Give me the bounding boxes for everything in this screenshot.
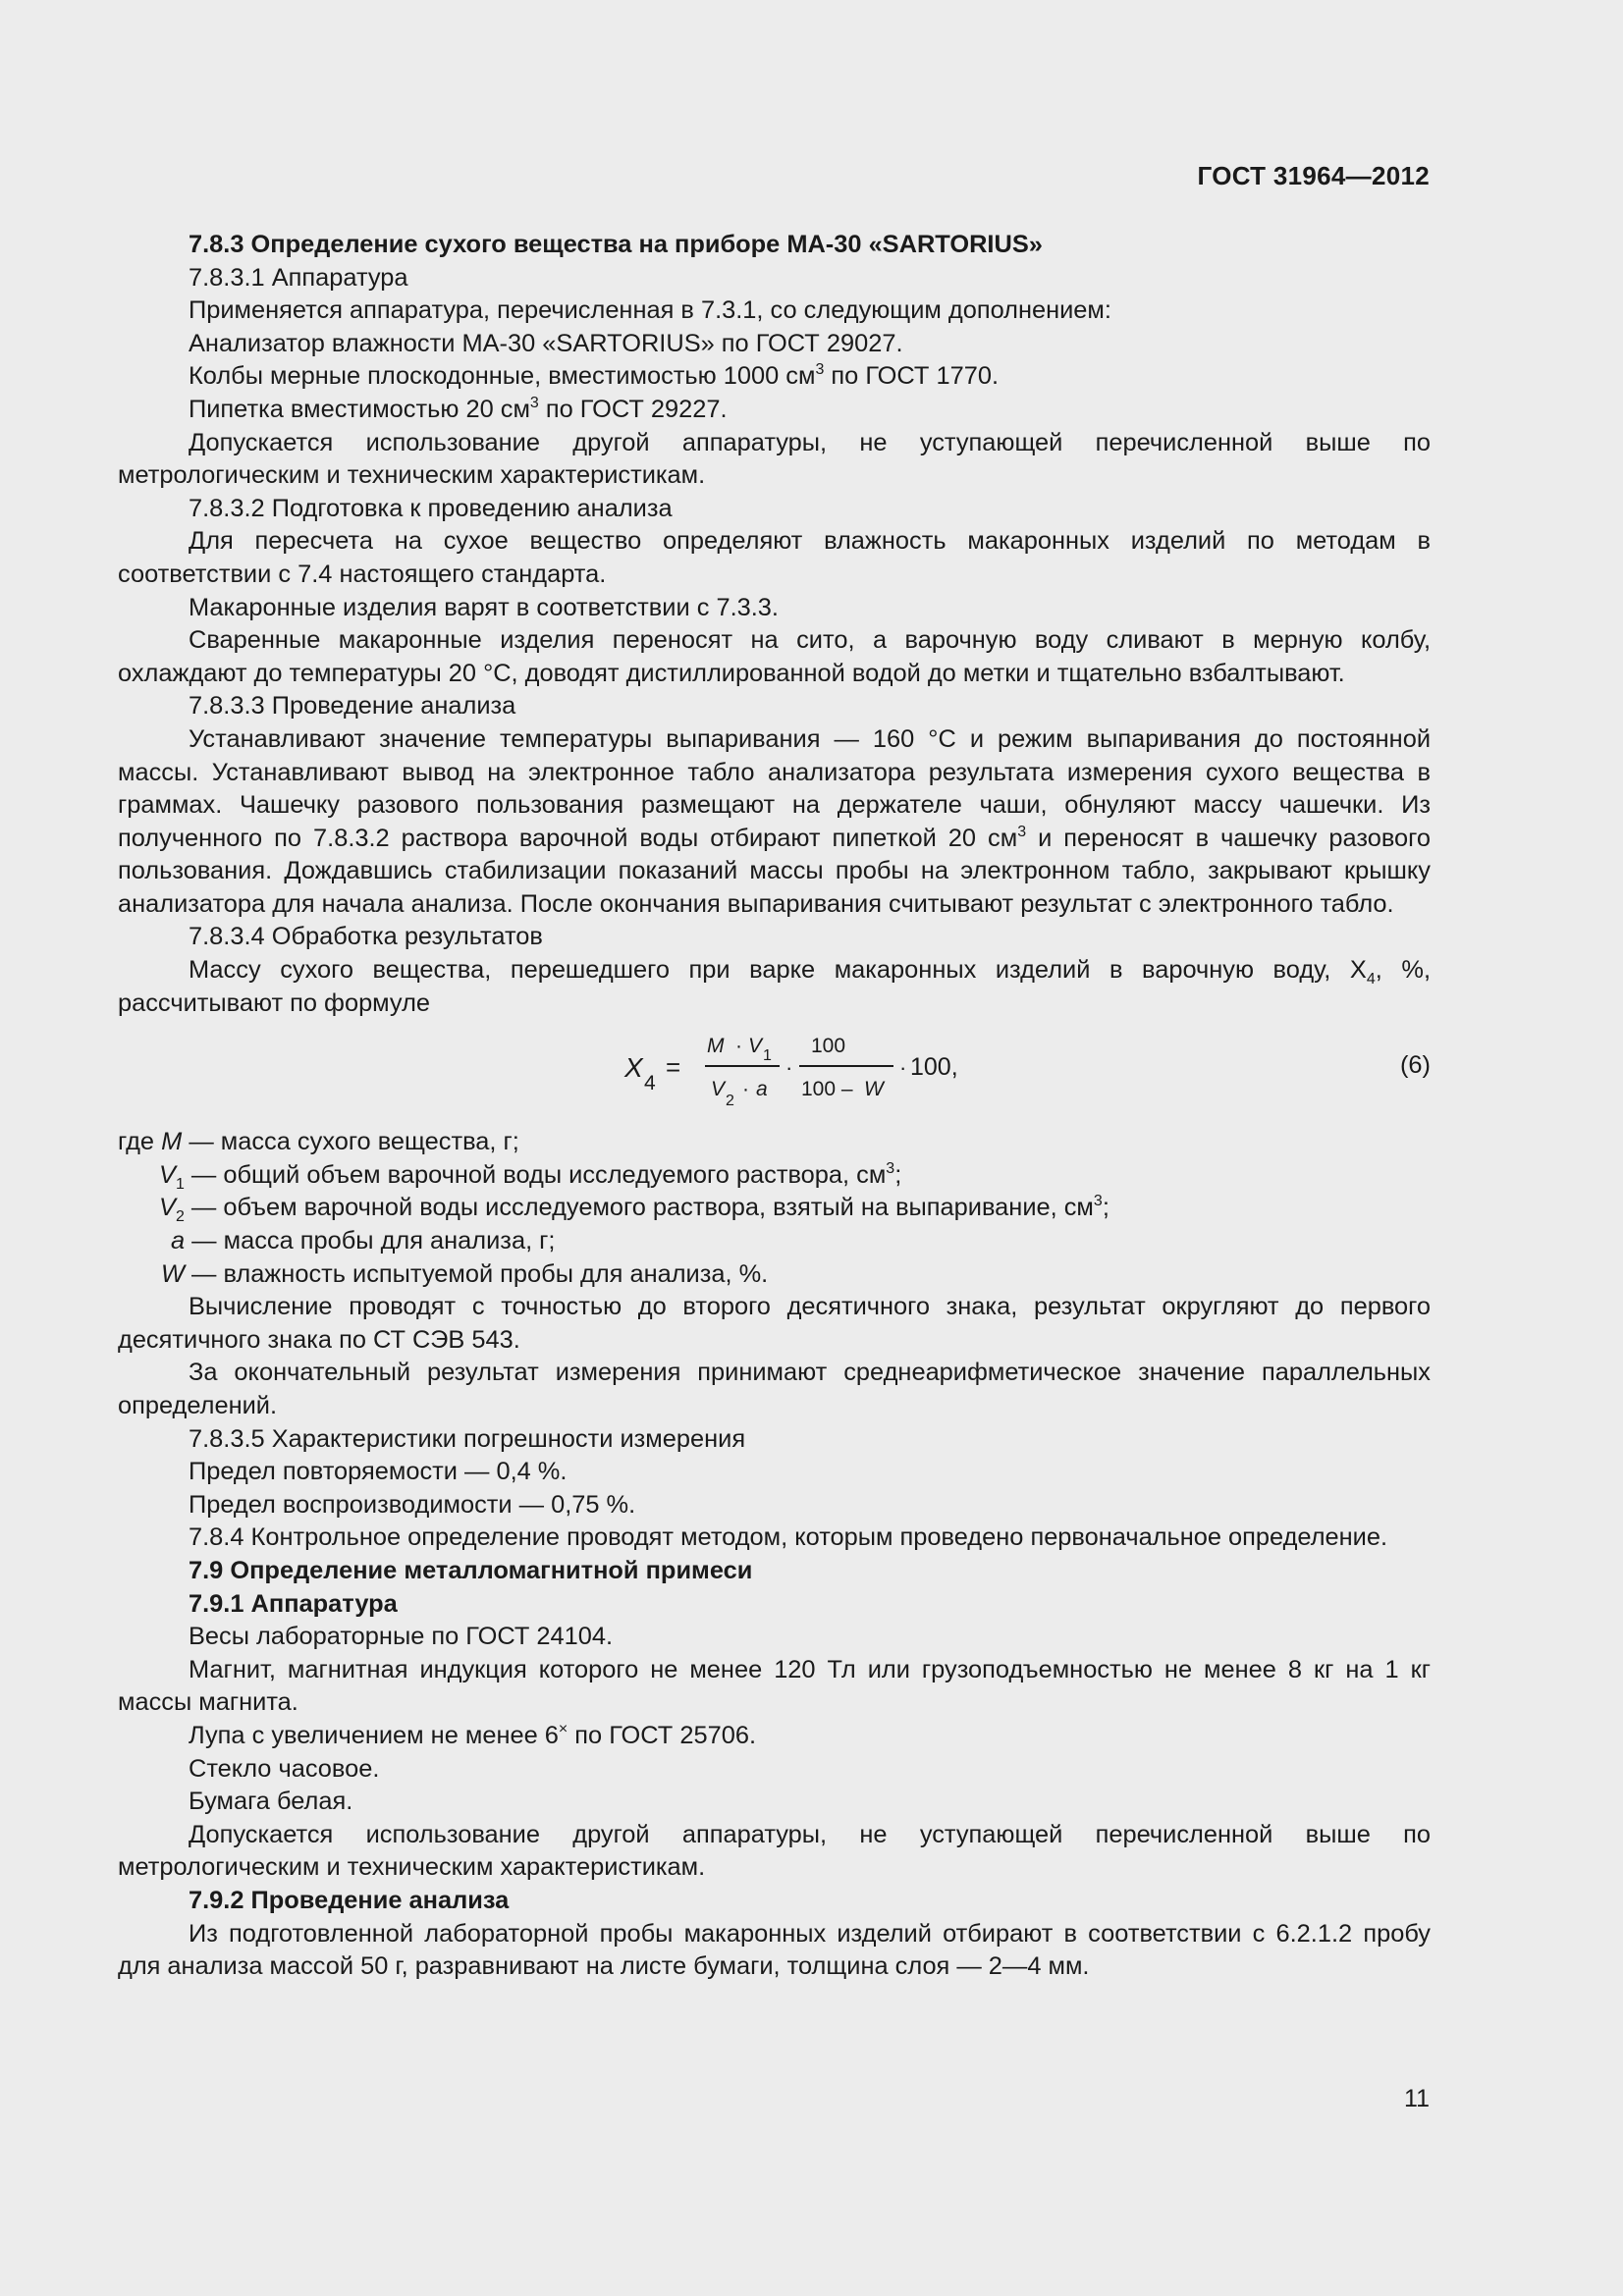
definition-line xyxy=(118,1260,768,1288)
fraction-bar xyxy=(705,1065,780,1067)
subsection-heading: 7.8.3.3 Проведение анализа xyxy=(189,692,516,721)
subscript: 2 xyxy=(175,1208,185,1226)
formula-num1-sub: 1 xyxy=(763,1047,772,1065)
subscript: 4 xyxy=(1366,971,1376,988)
paragraph: Для пересчета на сухое вещество определяют влажность макаронных изделий по методам в соответствии с 7.4 настоящего стандарта. xyxy=(118,527,1431,588)
formula-tail: 100, xyxy=(910,1053,958,1082)
subsection-heading: 7.9.2 Проведение анализа xyxy=(189,1886,510,1914)
text: по ГОСТ 1770. xyxy=(824,362,1000,391)
definition-text: — масса пробы для анализа, г; xyxy=(185,1227,556,1255)
superscript: × xyxy=(558,1720,568,1737)
subsection-heading: 7.8.3.5 Характеристики погрешности измерения xyxy=(189,1424,746,1453)
superscript: 3 xyxy=(815,361,825,379)
paragraph: Весы лабораторные по ГОСТ 24104. xyxy=(189,1623,614,1651)
section-heading-7-9: 7.9 Определение металломагнитной примеси xyxy=(189,1556,753,1584)
paragraph xyxy=(118,954,1431,1020)
definition-text: — влажность испытуемой пробы для анализа, %. xyxy=(184,1259,769,1288)
text: Массу сухого вещества, перешедшего при варке макаронных изделий в варочную воду, Х xyxy=(189,956,1367,985)
formula-den1-v: V xyxy=(711,1078,726,1101)
paragraph: Допускается использование другой аппаратуры, не уступающей перечисленной выше по метрологическим и техническим характеристикам. xyxy=(118,1820,1431,1882)
fraction-bar xyxy=(799,1065,893,1067)
subsection-heading: 7.9.1 Аппаратура xyxy=(189,1589,398,1618)
paragraph: Предел повторяемости — 0,4 %. xyxy=(189,1458,568,1486)
superscript: 3 xyxy=(886,1159,895,1177)
definition-row xyxy=(118,1192,1431,1225)
formula-num2: 100 xyxy=(811,1035,846,1058)
text: Устанавливают значение температуры выпаривания — 160 °С и режим выпаривания до постоянной массы. Устанавливают вывод на электронное табло анализатора результата измерения сухого вещества в граммах. Чашечку разового пользования размещают на держателе чаши, обнуляют массу чашечки. Из полученного по 7.8.3.2 раствора варочной воды отбирают пипеткой 20 см xyxy=(118,724,1431,852)
definition-text: — масса сухого вещества, г; xyxy=(182,1128,519,1156)
formula-den1-a: a xyxy=(756,1078,768,1101)
paragraph: Сваренные макаронные изделия переносят на сито, а варочную воду сливают в мерную колбу, охлаждают до температуры 20 °С, доводят дистиллированной водой до метки и тщательно взбалтывают. xyxy=(118,626,1431,687)
definition-row xyxy=(118,1159,1431,1193)
document-code: ГОСТ 31964—2012 xyxy=(1197,161,1430,190)
paragraph xyxy=(118,360,1431,394)
paragraph: Стекло часовое. xyxy=(189,1754,380,1783)
text: Колбы мерные плоскодонные, вместимостью 1000 см xyxy=(189,362,816,391)
definition-text: — объем варочной воды исследуемого раствора, взятый на выпаривание, см xyxy=(184,1194,1094,1222)
formula-lhs: X xyxy=(624,1052,643,1084)
definition-row xyxy=(118,1225,1431,1258)
formula-num1-m: M xyxy=(707,1035,725,1058)
formula-6 xyxy=(118,1020,1431,1126)
text: , %, рассчитывают по формуле xyxy=(118,956,1431,1017)
page-content xyxy=(118,229,1431,1984)
formula-num1-v: V xyxy=(748,1035,763,1058)
paragraph: Анализатор влажности МА-30 «SARTORIUS» по ГОСТ 29027. xyxy=(189,329,903,357)
paragraph: Макаронные изделия варят в соответствии с 7.3.3. xyxy=(189,593,779,621)
paragraph: Предел воспроизводимости — 0,75 %. xyxy=(189,1490,636,1519)
formula-lhs-subscript: 4 xyxy=(644,1072,656,1095)
formula-dot: · xyxy=(785,1055,793,1081)
text: по ГОСТ 29227. xyxy=(538,395,728,423)
definition-row xyxy=(118,1258,1431,1292)
paragraph xyxy=(118,723,1431,922)
text: Пипетка вместимостью 20 см xyxy=(189,395,530,423)
definition-line xyxy=(118,1159,902,1193)
paragraph: За окончательный результат измерения принимают среднеарифметическое значение параллельных определений. xyxy=(118,1359,1431,1419)
paragraph: 7.8.4 Контрольное определение проводят методом, которым проведено первоначальное определение. xyxy=(189,1523,1388,1552)
definition-line xyxy=(118,1227,556,1255)
text: и переносят в чашечку разового пользования. Дождавшись стабилизации показаний массы пробы на электронном табло, закрывают крышку анализатора для начала анализа. После окончания выпаривания считывают результат с электронного табло. xyxy=(118,824,1432,918)
paragraph: Допускается использование другой аппаратуры, не уступающей перечисленной выше по метрологическим и техническим характеристикам. xyxy=(118,428,1431,490)
text: по ГОСТ 25706. xyxy=(568,1721,757,1749)
definition-intro: где xyxy=(118,1128,155,1156)
text: ; xyxy=(894,1160,902,1189)
formula-den2: 100 – xyxy=(801,1078,853,1101)
definition-row xyxy=(118,1126,1431,1159)
text: ; xyxy=(1102,1194,1109,1222)
symbol-a: a xyxy=(171,1227,186,1255)
formula-den1-sub: 2 xyxy=(726,1093,734,1110)
paragraph: Магнит, магнитная индукция которого не менее 120 Тл или грузоподъемностью не менее 8 кг на 1 кг массы магнита. xyxy=(118,1655,1431,1717)
definition-text: — общий объем варочной воды исследуемого раствора, см xyxy=(184,1160,887,1189)
symbol-v2: V xyxy=(159,1194,176,1222)
symbol-v1: V xyxy=(159,1160,176,1189)
paragraph: Применяется аппаратура, перечисленная в 7.3.1, со следующим дополнением: xyxy=(189,296,1111,325)
formula-num1-dot: · xyxy=(735,1035,742,1058)
definition-line xyxy=(118,1193,1109,1226)
subsection-heading: 7.8.3.4 Обработка результатов xyxy=(189,923,543,951)
paragraph xyxy=(118,394,1431,427)
paragraph xyxy=(118,1720,1431,1753)
variable-definitions xyxy=(118,1126,1431,1291)
symbol-m: M xyxy=(161,1128,183,1156)
superscript: 3 xyxy=(529,394,539,411)
formula-dot: · xyxy=(899,1055,907,1081)
subscript: 1 xyxy=(175,1175,185,1193)
symbol-w: W xyxy=(161,1259,185,1288)
formula-number: (6) xyxy=(1399,1051,1431,1080)
superscript: 3 xyxy=(1017,823,1027,840)
subsection-heading: 7.8.3.1 Аппаратура xyxy=(189,263,408,292)
page-number: 11 xyxy=(1404,2085,1430,2112)
subsection-heading: 7.8.3.2 Подготовка к проведению анализа xyxy=(189,494,673,522)
formula-den1-dot: · xyxy=(742,1078,749,1101)
superscript: 3 xyxy=(1093,1193,1103,1210)
formula-equals: = xyxy=(666,1052,681,1083)
formula-den2-w: W xyxy=(864,1078,884,1101)
formula-expression xyxy=(624,1020,1017,1126)
paragraph: Бумага белая. xyxy=(189,1788,353,1816)
paragraph: Вычисление проводят с точностью до второго десятичного знака, результат округляют до первого десятичного знака по СТ СЭВ 543. xyxy=(118,1293,1431,1354)
text: Лупа с увеличением не менее 6 xyxy=(189,1721,559,1749)
section-heading-7-8-3: 7.8.3 Определение сухого вещества на приборе МА-30 «SARTORIUS» xyxy=(189,231,1043,258)
paragraph: Из подготовленной лабораторной пробы макаронных изделий отбирают в соответствии с 6.2.1.2 пробу для анализа массой 50 г, разравнивают на листе бумаги, толщина слоя — 2—4 мм. xyxy=(118,1919,1431,1981)
